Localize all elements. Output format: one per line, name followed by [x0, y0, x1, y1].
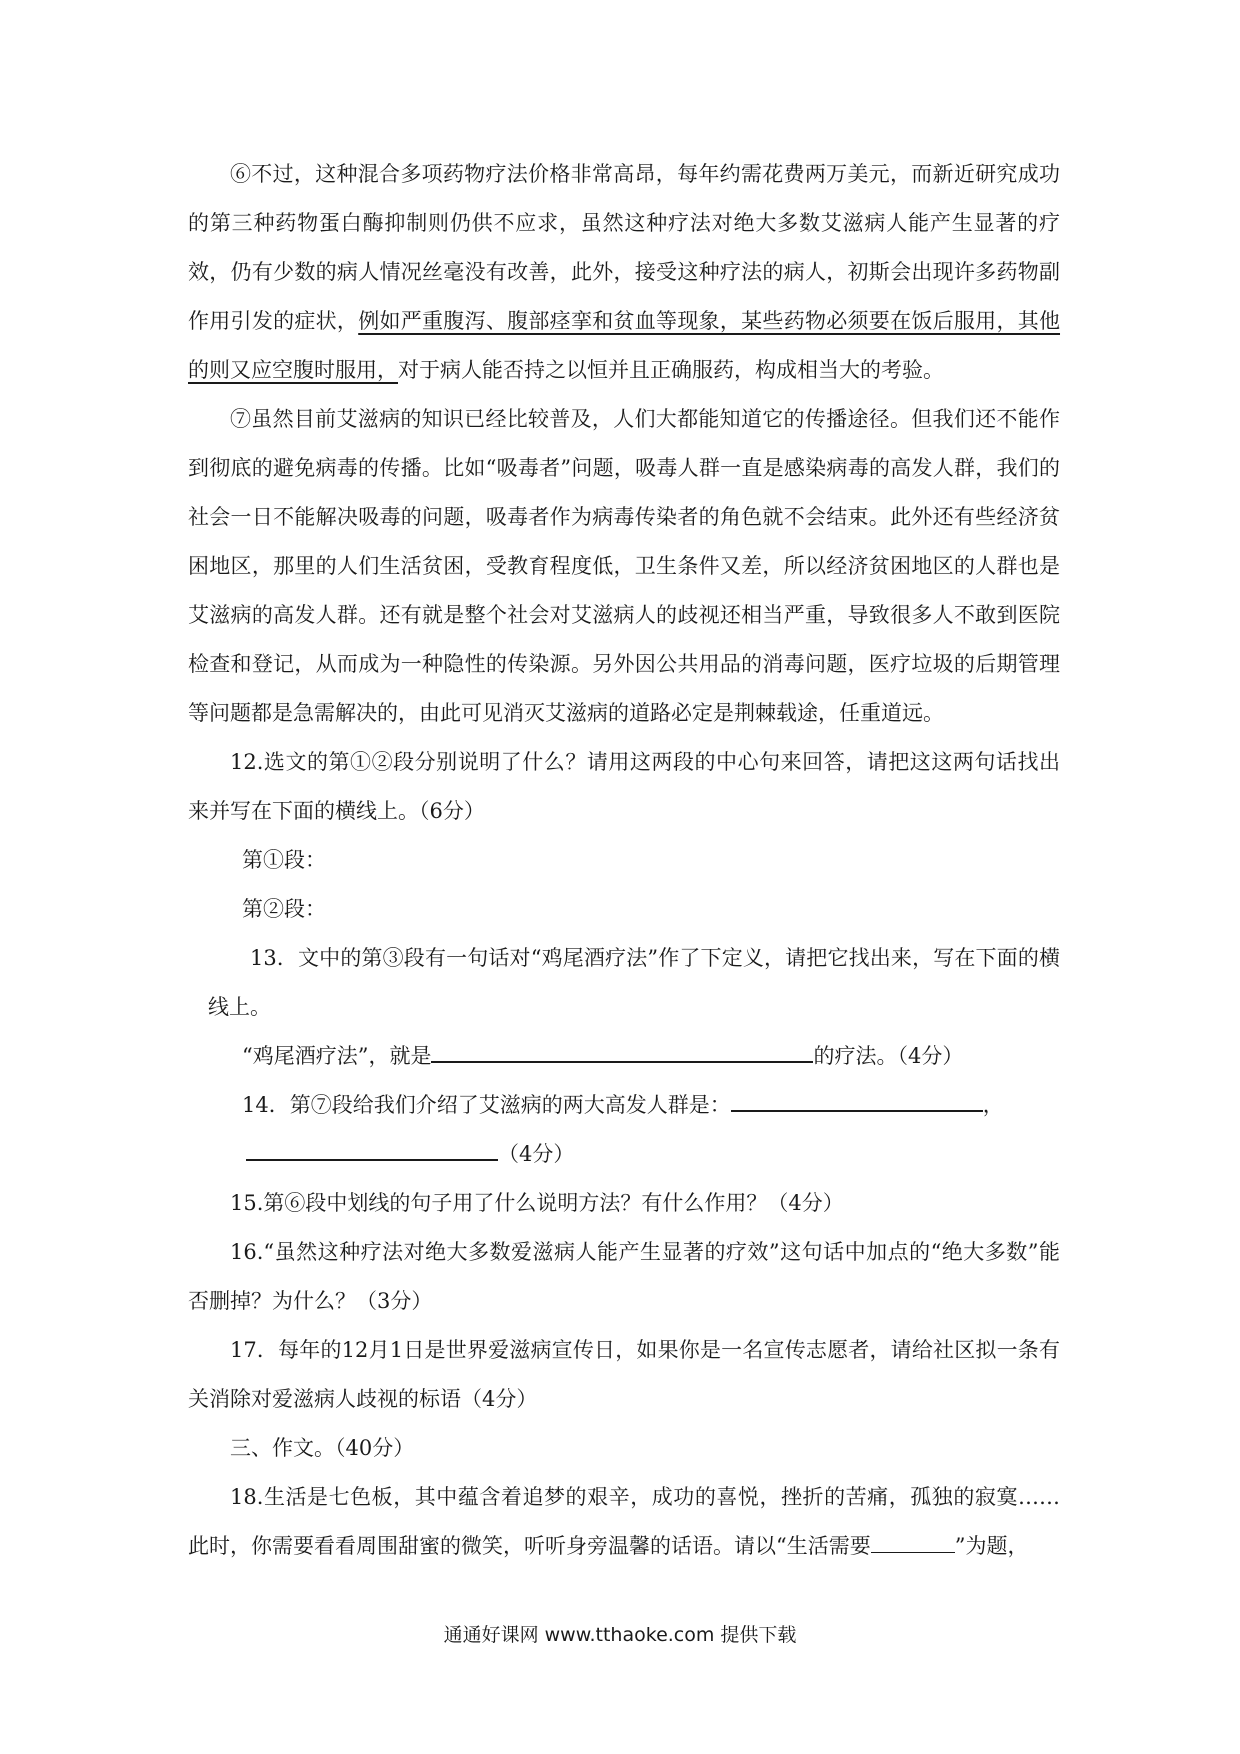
document-page [188, 150, 1060, 1571]
question-14 [188, 1081, 1060, 1130]
question-15: 15.第⑥段中划线的句子用了什么说明方法？有什么作用？（4分） [230, 1191, 844, 1215]
paragraph-6-text-start: ⑥不过，这种混合多项药物疗法价格非常高昂，每年约需花费两万美元，而新近研究成功的第三种药物蛋白酶抑制则仍供不应求，虽然这种疗法对绝大多数艾滋病人能产生显著的疗效，仍有少数的病人情况丝毫没有改善，此外，接受这种疗法的病人，初斯会出现许多药物副作用引发的症状， [188, 162, 1060, 333]
question-16: 16.“虽然这种疗法对绝大多数爱滋病人能产生显著的疗效”这句话中加点的“绝大多数”能否删掉？为什么？（3分） [188, 1240, 1060, 1313]
question-14-answer-blank-1[interactable] [731, 1088, 983, 1112]
question-18-text-start: 18.生活是七色板，其中蕴含着追梦的艰辛，成功的喜悦，挫折的苦痛，孤独的寂寞……此时，你需要看看周围甜蜜的微笑，听听身旁温馨的话语。请以“生活需要 [188, 1485, 1060, 1558]
question-14-score: （4分） [498, 1142, 575, 1166]
question-14-text: 14．第⑦段给我们介绍了艾滋病的两大高发人群是： [242, 1093, 731, 1117]
question-14-second-line [188, 1130, 1060, 1179]
question-13-fill-suffix: 的疗法。（4分） [813, 1044, 964, 1068]
page-footer: 通通好课网 www.tthaoke.com 提供下载 [443, 1624, 797, 1646]
question-18-text-end: ”为题， [954, 1534, 1029, 1558]
question-12-answer-1-label: 第①段： [242, 848, 326, 872]
question-17: 17．每年的12月1日是世界爱滋病宣传日，如果你是一名宣传志愿者，请给社区拟一条有关消除对爱滋病人歧视的标语（4分） [188, 1338, 1060, 1411]
section-3-heading: 三、作文。（40分） [230, 1436, 415, 1460]
question-13-answer-blank[interactable] [431, 1039, 813, 1063]
paragraph-6-underlined-sentence: 例如严重腹泻、腹部痉挛和贫血等现象，某些药物必须要在饭后服用，其他的则又应空腹时服用， [188, 309, 1061, 382]
question-12-answer-2-label: 第②段： [242, 897, 326, 921]
paragraph-7: ⑦虽然目前艾滋病的知识已经比较普及，人们大都能知道它的传播途径。但我们还不能作到彻底的避免病毒的传播。比如“吸毒者”问题，吸毒人群一直是感染病毒的高发人群，我们的社会一日不能解决吸毒的问题，吸毒者作为病毒传染者的角色就不会结束。此外还有些经济贫困地区，那里的人们生活贫困，受教育程度低，卫生条件又差，所以经济贫困地区的人群也是艾滋病的高发人群。还有就是整个社会对艾滋病人的歧视还相当严重，导致很多人不敢到医院检查和登记，从而成为一种隐性的传染源。另外因公共用品的消毒问题，医疗垃圾的后期管理等问题都是急需解决的，由此可见消灭艾滋病的道路必定是荆棘载途，任重道远。 [188, 407, 1060, 725]
question-14-answer-blank-2[interactable] [246, 1137, 498, 1161]
question-12: 12.选文的第①②段分别说明了什么？请用这两段的中心句来回答，请把这这两句话找出来并写在下面的横线上。（6分） [188, 750, 1060, 823]
question-18 [188, 1473, 1060, 1571]
question-13-fill-line [188, 1032, 1060, 1081]
paragraph-6-text-end: 对于病人能否持之以恒并且正确服药，构成相当大的考验。 [398, 358, 944, 382]
question-13-fill-prefix: “鸡尾酒疗法”，就是 [242, 1044, 432, 1068]
question-13: 13．文中的第③段有一句话对“鸡尾酒疗法”作了下定义，请把它找出来，写在下面的横线上。 [208, 946, 1060, 1019]
question-18-title-blank[interactable] [871, 1530, 955, 1553]
question-14-comma: ， [982, 1093, 1004, 1117]
paragraph-6 [188, 150, 1060, 395]
